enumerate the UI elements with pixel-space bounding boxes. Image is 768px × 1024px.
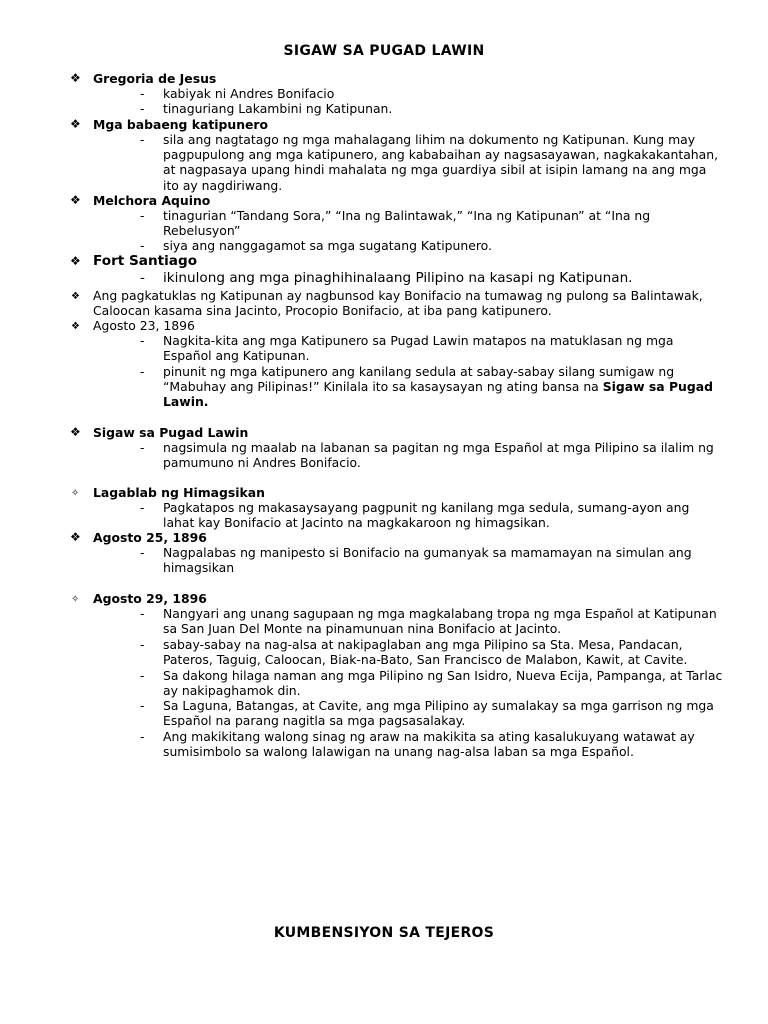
diamond-bullet-icon: ❖ — [71, 321, 80, 332]
diamond-bullet-icon: ❖ — [70, 254, 81, 268]
diamond-bullet-icon: ❖ — [70, 193, 81, 207]
star-bullet-icon: ✧ — [71, 488, 80, 499]
diamond-bullet-icon: ❖ — [70, 425, 81, 439]
document-page: SIGAW SA PUGAD LAWIN ❖ Gregoria de Jesus - kabiyak ni Andres Bonifacio - tinaguriang Lakambini ng Katipunan. ❖ Mga babaeng katipunero - sila ang nagtatago ng mga mahalagang lihim na dokumento ng Katipunan. Kung may pagpupulong ang mga katipunero, ang kababaihan ay nagsasayawan, nagkakakantahan, at nagpasaya upang hindi mahalata ng mga guardiya sibil at isipin lamang na ang mga ito ay nagdiriwang. ❖ Melchora Aquino - tinagurian “Tandang Sora,” “Ina ng Balintawak,” “Ina ng Katipunan” at “Ina ng Rebelusyon” - siya ang nanggagamot sa mga sugatang Katipunero. ❖ Fort Santiago - ikinulong ang mga pinaghihinalaang Pilipino na kasapi ng Katipunan. ❖ Ang pagkatuklas ng Katipunan ay nagbunsod kay Bonifacio na tumawag ng pulong sa Balintawak, Caloocan kasama sina Jacinto, Procopio Bonifacio, at iba pang katipunero. ❖ Agosto 23, 1896 - Nagkita-kita ang mga Katipunero sa Pugad Lawin matapos na matuklasan ng mga Español ang Katipunan. - pinunit ng mga katipunero ang kanilang sedula at sabay-sabay silang sumigaw ng “Mabuhay ang Pilipinas!” Kinilala ito sa kasaysayan ng ating bansa na Sigaw sa Pugad Lawin. ❖ Sigaw sa Pugad Lawin - nagsimula ng maalab na labanan sa pagitan ng mga Español at mga Pilipino sa ilalim ng pamumuno ni Andres Bonifacio. ✧ Lagablab ng Himagsikan - Pagkatapos ng makasaysayang pagpunit ng kanilang mga sedula, sumang-ayon ang lahat kay Bonifacio at Jacinto na magkakaroon ng himagsikan. ❖ Agosto 25, 1896 - Nagpalabas ng manipesto si Bonifacio na gumanyak sa mamamayan na simulan ang himagsikan ✧ Agosto 29, 1896 - Nangyari ang unang sagupaan ng mga magkalabang tropa ng mga Español at Katipunan sa San Juan Del Monte na pinamunuan nina Bonifacio at Jacinto. - sabay-sabay na nag-alsa at nakipaglaban ang mga Pilipino sa Sta. Mesa, Pandacan, Pateros, Taguig, Caloocan, Biak-na-Bato, San Francisco de Malabon, Kawit, at Cavite. - Sa dakong hilaga naman ang mga Pilipino ng San Isidro, Nueva Ecija, Pampanga, at Tarlac ay nakipaghamok din. - Sa Laguna, Batangas, at Cavite, ang mga Pilipino ay sumalakay sa mga garrison ng mga Español na parang nagitla sa mga pagsasalakay. - Ang makikitang walong sinag ng araw na makikita sa ating kasalukuyang watawat ay sumisimbolo sa walong lalawigan na unang nag-alsa laban sa mga Español. KUMBENSIYON SA TEJEROS — [0, 0, 768, 1024]
page-title: SIGAW SA PUGAD LAWIN — [283, 43, 485, 59]
diamond-bullet-icon: ❖ — [70, 117, 81, 131]
footer-title: KUMBENSIYON SA TEJEROS — [273, 925, 495, 941]
star-bullet-icon: ✧ — [71, 594, 80, 605]
diamond-bullet-icon: ❖ — [71, 291, 80, 302]
diamond-bullet-icon: ❖ — [70, 530, 81, 544]
diamond-bullet-icon: ❖ — [70, 71, 81, 85]
